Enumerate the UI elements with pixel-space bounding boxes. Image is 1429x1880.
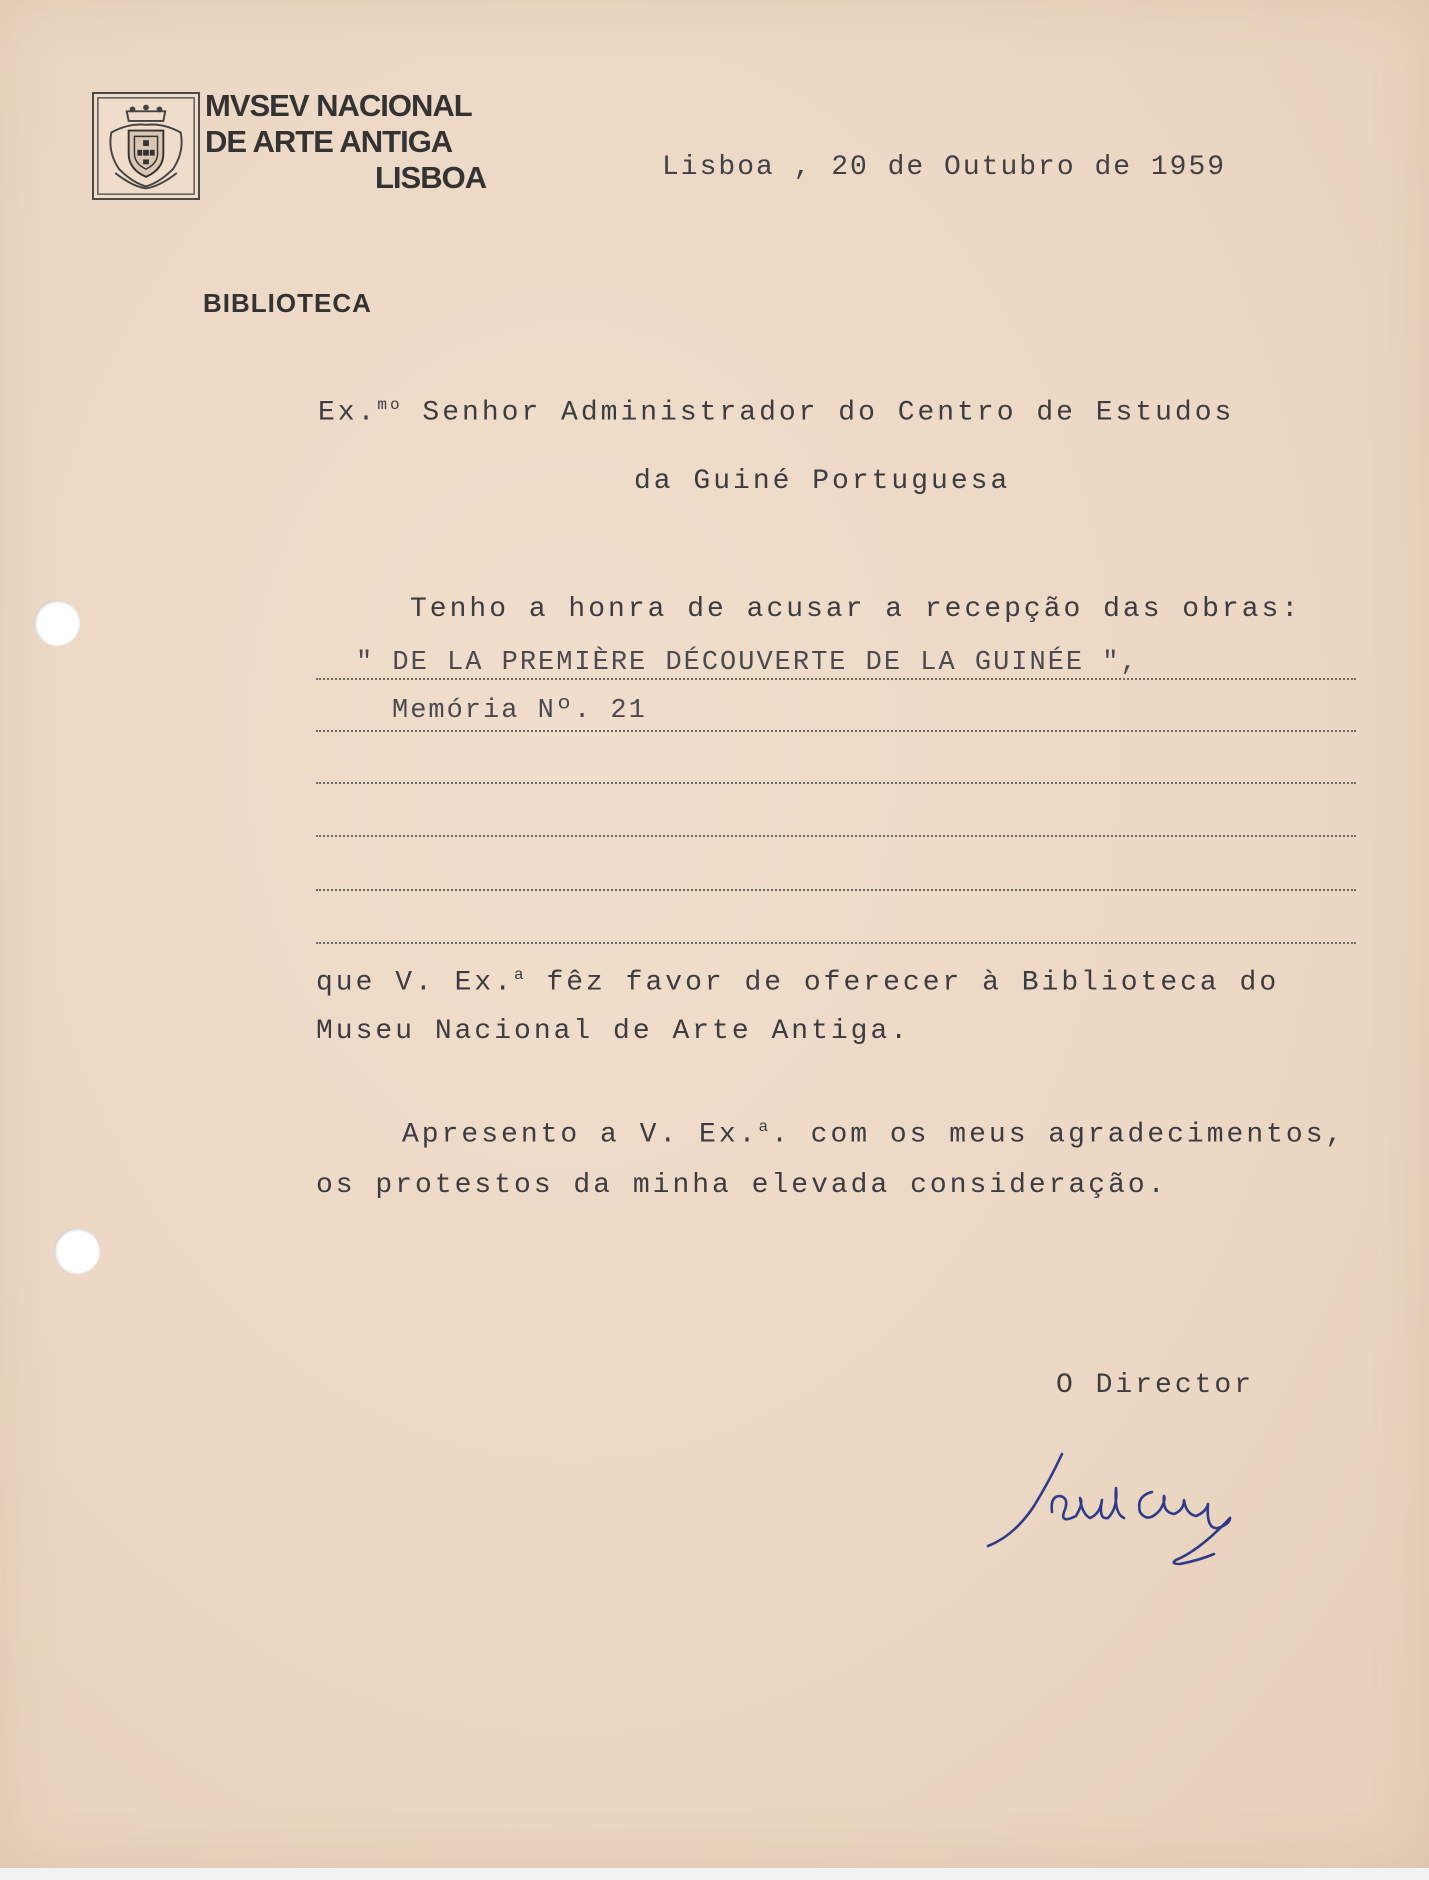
entry-title: " DE LA PREMIÈRE DÉCOUVERTE DE LA GUINÉE ",: [356, 648, 1139, 678]
addressee-line1: [318, 396, 1234, 428]
thanks-line1: [402, 1118, 1345, 1150]
closing-line1: [316, 966, 1279, 998]
entry-dotted-line-2: [316, 730, 1356, 732]
addressee-rest: Senhor Administrador do Centro de Estudos: [402, 397, 1235, 429]
coat-of-arms-icon: [92, 92, 200, 200]
addressee-superscript: mo: [377, 396, 403, 414]
punch-hole-top: [34, 600, 80, 646]
entry-dotted-line-1: [316, 678, 1356, 680]
entry-dotted-line-6: [316, 942, 1356, 944]
addressee-prefix: Ex.: [318, 397, 378, 429]
closing-line2: Museu Nacional de Arte Antiga.: [316, 1016, 911, 1047]
museum-name-line2: DE ARTE ANTIGA: [205, 124, 453, 159]
director-signature: [980, 1440, 1260, 1580]
date-line: Lisboa , 20 de Outubro de 1959: [662, 152, 1227, 183]
signoff-title: O Director: [1056, 1370, 1255, 1401]
entry-memoria: Memória Nº. 21: [392, 696, 647, 726]
entry-dotted-line-4: [316, 835, 1356, 837]
museum-city: LISBOA: [375, 160, 487, 195]
museum-name-line1: MVSEV NACIONAL: [205, 88, 472, 123]
department-heading: BIBLIOTECA: [203, 288, 372, 318]
museum-name: [205, 88, 535, 196]
scan-edge: [0, 1868, 1429, 1880]
thanks-prefix: Apresento a V. Ex.: [402, 1119, 759, 1151]
entry-dotted-line-3: [316, 782, 1356, 784]
thanks-superscript: a: [758, 1118, 772, 1136]
closing-superscript: a: [514, 966, 527, 984]
thanks-rest: . com os meus agradecimentos,: [771, 1119, 1346, 1151]
entry-dotted-line-5: [316, 889, 1356, 891]
thanks-line2: os protestos da minha elevada consideração.: [316, 1170, 1168, 1201]
addressee-line2: da Guiné Portuguesa: [634, 466, 1011, 497]
closing-rest: fêz favor de oferecer à Biblioteca do: [526, 967, 1280, 999]
punch-hole-bottom: [54, 1228, 100, 1274]
intro-paragraph: Tenho a honra de acusar a recepção das obras:: [410, 594, 1302, 625]
closing-prefix: que V. Ex.: [316, 967, 515, 999]
